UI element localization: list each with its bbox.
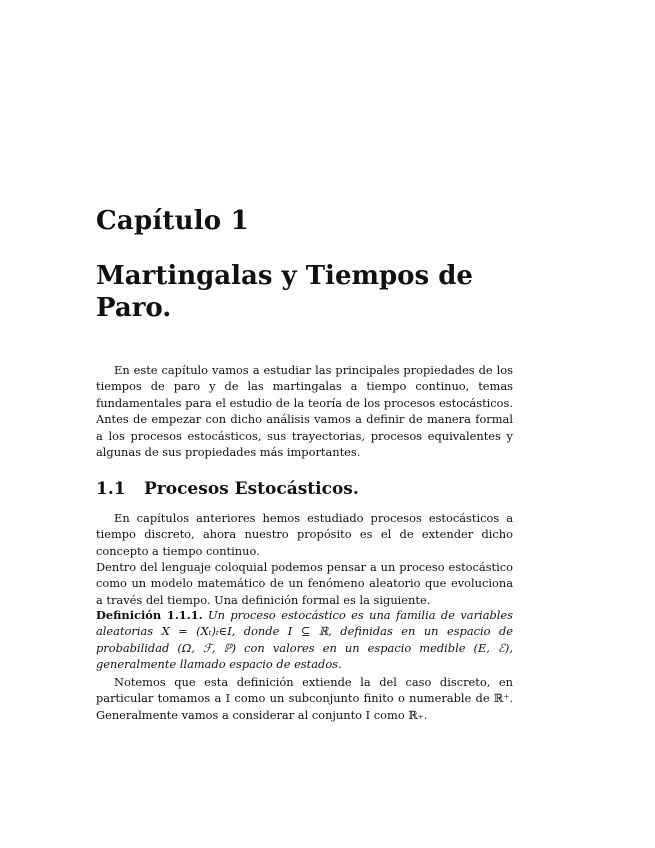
definition-label: Definición 1.1.1. <box>96 608 203 622</box>
intro-paragraph: En este capítulo vamos a estudiar las principales propiedades de los tiempos de paro y de las martingalas a tiempo continuo, temas fundamentales para el estudio de la teoría de los procesos estocásticos. Antes de empezar con dicho análisis vamos a definir de manera formal a los procesos estocásticos, sus trayectorias, procesos equivalentes y algunas de sus propiedades más importantes. <box>96 363 513 460</box>
definition-block <box>96 607 513 673</box>
chapter-title-line-1: Martingalas y Tiempos de <box>96 261 473 291</box>
chapter-label: Capítulo 1 <box>96 206 249 236</box>
definition-body: Un proceso estocástico es una familia de variables aleatorias X = (Xₜ)ₜ∈I, donde I ⊆ ℝ, definidas en un espacio de probabilidad (Ω, ℱ, ℙ) con valores en un espacio medible (E, ℰ), generalmente llamado espacio de estados. <box>96 608 513 672</box>
body-paragraph-2: Dentro del lenguaje coloquial podemos pensar a un proceso estocástico como un modelo matemático de un fenómeno aleatorio que evoluciona a través del tiempo. Una definición formal es la siguiente. <box>96 560 513 607</box>
chapter-title-line-2: Paro. <box>96 293 172 323</box>
section-heading <box>96 478 359 500</box>
body-paragraph-3: Notemos que esta definición extiende la del caso discreto, en particular tomamos a I como un subconjunto finito o numerable de ℝ⁺. Generalmente vamos a considerar al conjunto I como ℝ₊. <box>96 675 513 722</box>
body-paragraph-1: En capítulos anteriores hemos estudiado procesos estocásticos a tiempo discreto, ahora nuestro propósito es el de extender dicho concepto a tiempo continuo. <box>96 511 513 558</box>
chapter-title <box>96 260 536 324</box>
section-title: Procesos Estocásticos. <box>144 479 359 499</box>
section-number: 1.1 <box>96 479 126 499</box>
